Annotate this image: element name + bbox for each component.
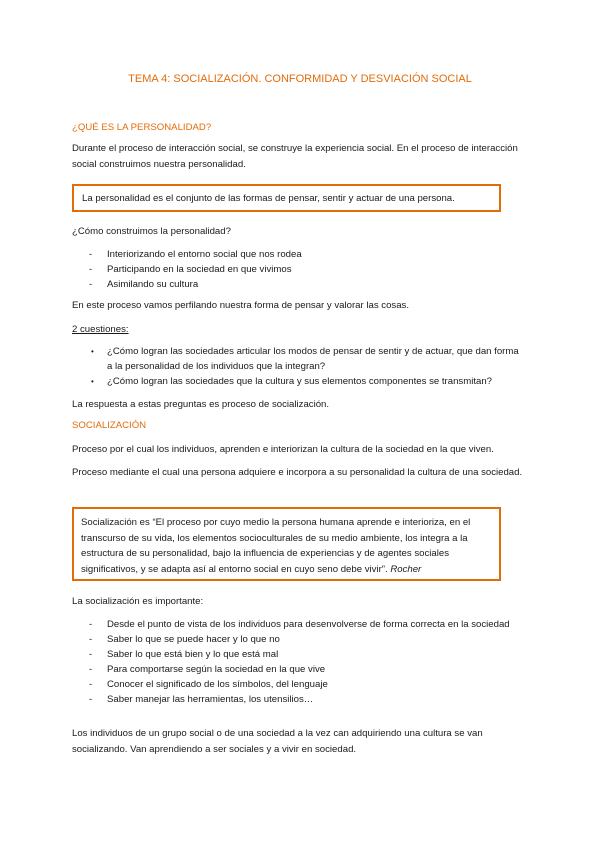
list-item: - Saber manejar las herramientas, los utensilios…: [89, 694, 314, 705]
closing-paragraph: Los individuos de un grupo social o de una sociedad a la vez can adquiriendo una cultura se van socializando. Van aprendiendo a ser sociales y a vivir en sociedad.: [72, 728, 483, 755]
rocher-quote-box: [72, 507, 501, 581]
dash-marker: -: [89, 279, 93, 290]
list-item: - Asimilando su cultura: [89, 279, 199, 290]
dash-marker: -: [89, 679, 93, 690]
construction-question: ¿Cómo construimos la personalidad?: [72, 226, 231, 237]
section-heading-personality: ¿QUÉ ES LA PERSONALIDAD?: [72, 122, 212, 133]
questions-list: [72, 345, 522, 391]
socialization-definition-1: Proceso por el cual los individuos, aprenden e interiorizan la cultura de la sociedad en la que viven.: [72, 444, 494, 455]
list-item: • ¿Cómo logran las sociedades que la cultura y sus elementos componentes se transmitan?: [72, 375, 522, 390]
list-item: - Participando en la sociedad en que vivimos: [89, 264, 292, 275]
bullet-marker: •: [91, 347, 94, 356]
answer-paragraph: La respuesta a estas preguntas es proceso de socialización.: [72, 399, 330, 410]
bullet-marker: •: [91, 377, 94, 386]
personality-definition-box: [72, 184, 501, 212]
dash-marker: -: [89, 249, 93, 260]
construction-ways-list: [72, 247, 522, 292]
dash-marker: -: [89, 619, 93, 630]
importance-list: [72, 617, 512, 707]
list-item: - Conocer el significado de los símbolos, del lenguaje: [89, 679, 328, 690]
list-item: - Para comportarse según la sociedad en la que vive: [89, 664, 326, 675]
process-paragraph: En este proceso vamos perfilando nuestra forma de pensar y valorar las cosas.: [72, 300, 410, 311]
section-heading-socialization: SOCIALIZACIÓN: [72, 420, 147, 431]
personality-definition-text: La personalidad es el conjunto de las formas de pensar, sentir y actuar de una persona.: [82, 193, 455, 204]
list-item: - Desde el punto de vista de los individuos para desenvolverse de forma correcta en la sociedad: [89, 619, 510, 630]
list-item: - Saber lo que está bien y lo que está mal: [89, 649, 279, 660]
intro-paragraph: Durante el proceso de interacción social, se construye la experiencia social. En el proceso de interacción social construimos nuestra personalidad.: [72, 143, 518, 170]
list-item: • ¿Cómo logran las sociedades articular los modos de pensar de sentir y de actuar, que dan forma a la personalidad de los individuos que la integran?: [91, 346, 519, 372]
questions-label: 2 cuestiones:: [72, 324, 129, 335]
dash-marker: -: [89, 694, 93, 705]
dash-marker: -: [89, 634, 93, 645]
quote-text: Socialización es “El proceso por cuyo medio la persona humana aprende e interioriza, en el transcurso de su vida, los elementos socioculturales de su medio ambiente, los integra a la estructura de su personalidad, bajo la influencia de experiencias y de agentes sociales significativos, y se adapta así al entorno social en cuyo seno debe vivir”.: [81, 517, 471, 575]
dash-marker: -: [89, 264, 93, 275]
dash-marker: -: [89, 664, 93, 675]
list-item: - Saber lo que se puede hacer y lo que no: [89, 634, 280, 645]
socialization-definition-2: Proceso mediante el cual una persona adquiere e incorpora a su personalidad la cultura de una sociedad.: [72, 467, 523, 478]
importance-label: La socialización es importante:: [72, 596, 204, 607]
quote-author: Rocher: [390, 563, 422, 575]
dash-marker: -: [89, 649, 93, 660]
document-title: TEMA 4: SOCIALIZACIÓN. CONFORMIDAD Y DESVIACIÓN SOCIAL: [128, 73, 472, 85]
list-item: - Interiorizando el entorno social que nos rodea: [89, 249, 302, 260]
